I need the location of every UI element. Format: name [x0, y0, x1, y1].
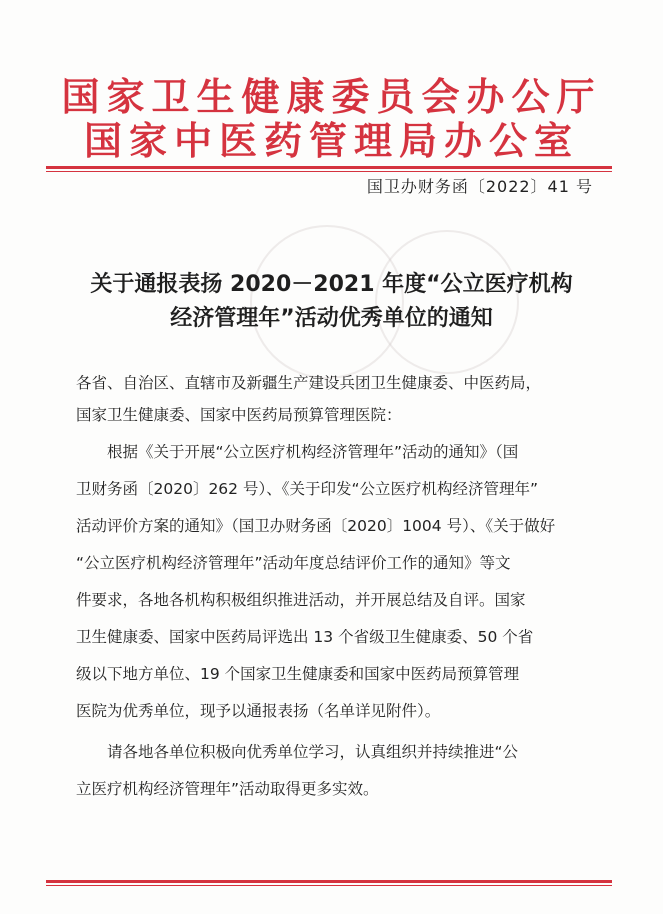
- body-line: 国家卫生健康委、国家中医药局预算管理医院：: [76, 406, 402, 424]
- body-line: 卫财务函〔2020〕262 号）、《关于印发“公立医疗机构经济管理年”: [76, 480, 539, 498]
- body-line: 根据《关于开展“公立医疗机构经济管理年”活动的通知》（国: [76, 443, 519, 461]
- header-rule-thin: [46, 171, 612, 172]
- body-line: 各省、自治区、直辖市及新疆生产建设兵团卫生健康委、中医药局，: [76, 374, 542, 392]
- body-line: 活动评价方案的通知》（国卫办财务函〔2020〕1004 号）、《关于做好: [76, 517, 556, 535]
- body-line: 请各地各单位积极向优秀单位学习，认真组织并持续推进“公: [76, 743, 519, 761]
- document-number: 国卫办财务函〔2022〕41 号: [366, 177, 593, 196]
- body-line: 立医疗机构经济管理年”活动取得更多实效。: [76, 780, 379, 798]
- footer-rule-thin: [46, 885, 612, 886]
- body-line: 件要求，各地各机构积极组织推进活动，并开展总结及自评。国家: [76, 591, 526, 609]
- header-rule-thick: [46, 166, 612, 169]
- body-line: 卫生健康委、国家中医药局评选出 13 个省级卫生健康委、50 个省: [76, 628, 534, 646]
- body-line: “公立医疗机构经济管理年”活动年度总结评价工作的通知》等文: [76, 554, 511, 572]
- org-name-line-1: 国家卫生健康委员会办公厅: [61, 74, 602, 119]
- body-line: 级以下地方单位、19 个国家卫生健康委和国家中医药局预算管理: [76, 665, 520, 683]
- document-title-line-2: 经济管理年”活动优秀单位的通知: [170, 306, 493, 331]
- footer-rule-thick: [46, 880, 612, 883]
- document-title-line-1: 关于通报表扬 2020－2021 年度“公立医疗机构: [90, 272, 573, 297]
- body-line: 医院为优秀单位，现予以通报表扬（名单详见附件）。: [76, 702, 441, 720]
- org-name-line-2: 国家中医药管理局办公室: [83, 118, 579, 163]
